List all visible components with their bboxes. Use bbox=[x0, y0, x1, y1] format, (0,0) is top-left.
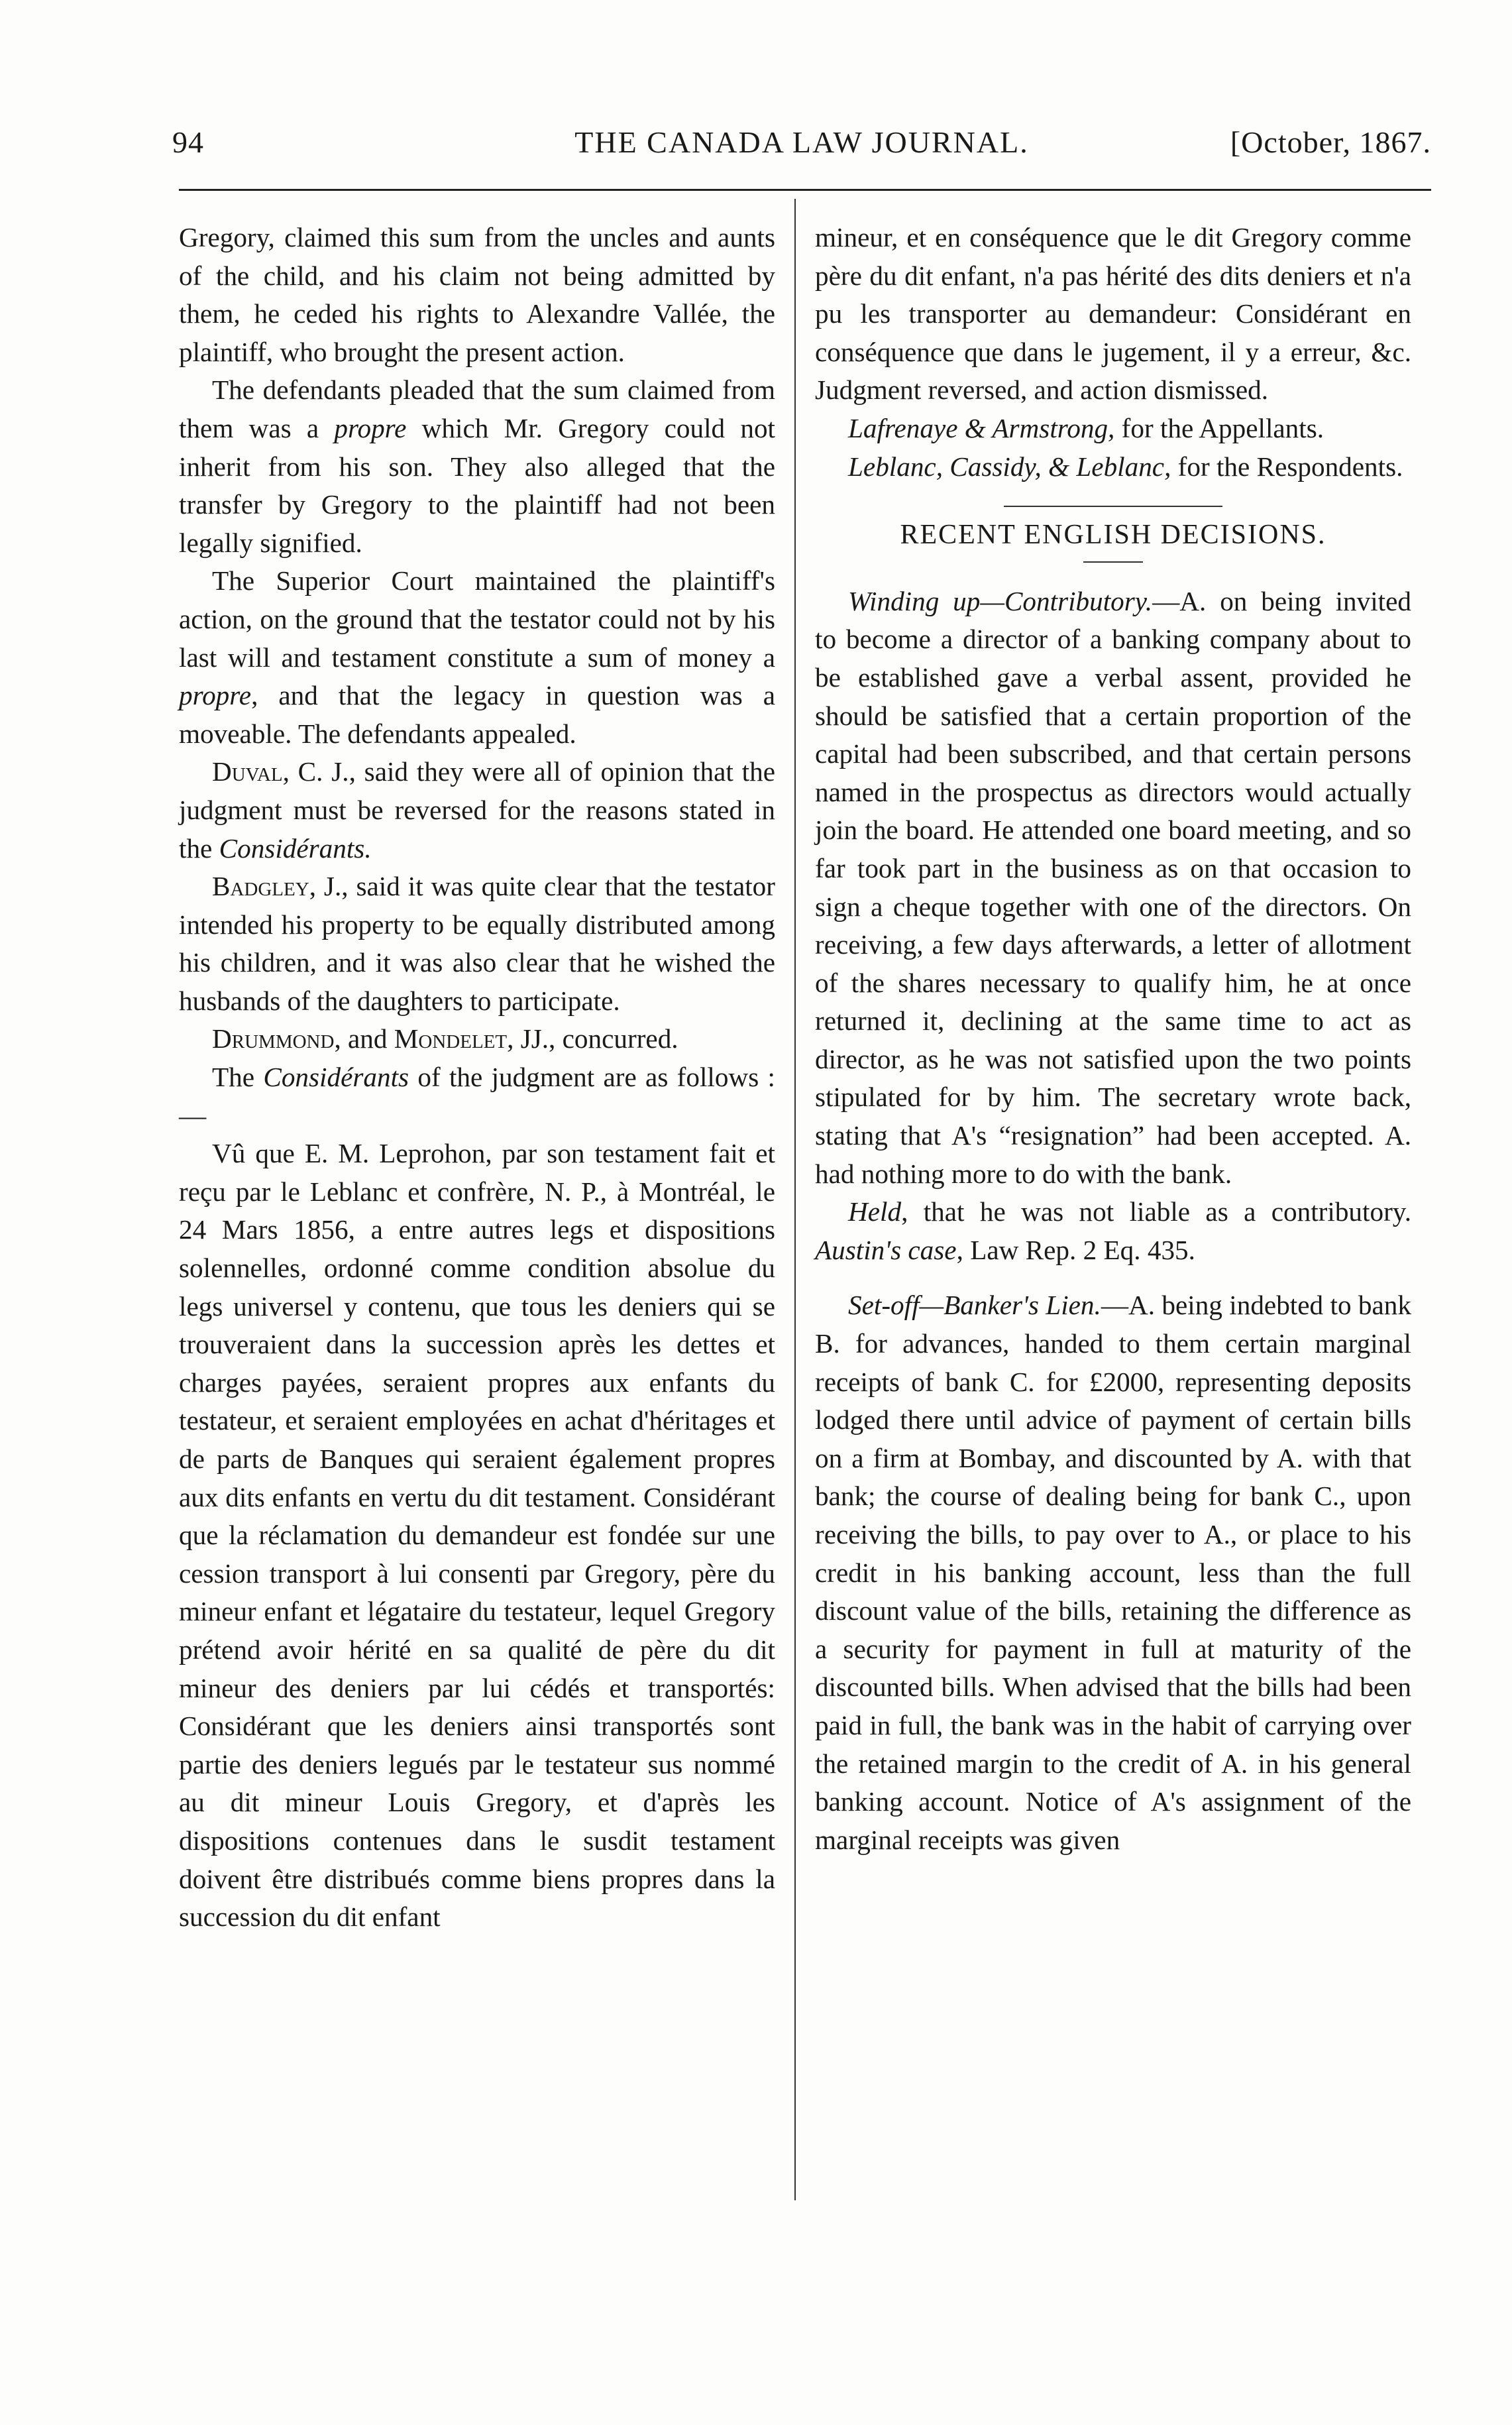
case-heading: Winding up—Contributory. bbox=[848, 585, 1153, 616]
judge-name: Duval bbox=[212, 756, 283, 787]
paragraph bbox=[179, 562, 775, 753]
text-run: The bbox=[212, 1062, 264, 1093]
page-number: 94 bbox=[172, 125, 204, 159]
paragraph bbox=[815, 219, 1411, 410]
text-run: which Mr. Gregory could not inherit from his son. They also alleged that the transfer by Gregory to the plaintiff had not been legally signified. bbox=[179, 412, 775, 558]
paragraph bbox=[815, 410, 1411, 448]
text-run: , Law Rep. 2 Eq. 435. bbox=[956, 1234, 1195, 1265]
paragraph bbox=[179, 1058, 775, 1135]
paragraph bbox=[179, 1135, 775, 1936]
page-header bbox=[172, 111, 1431, 164]
issue-date: [October, 1867. bbox=[1230, 125, 1431, 159]
text-run: —A. on being invited to become a director of a banking company about to be established gave a verbal assent, provided he should be satisfied that a certain proportion of the capital had been subscribed, and that certain persons named in the prospectus as directors would actually join the board. He attended one board meeting, and so far took part in the business as on that occasion to sign a cheque together with one of the directors. On receiving, a few days afterwards, a letter of allotment of the shares necessary to qualify him, he at once returned it, declining at the same time to act as director, as he was not satisfied upon the two points stipulated for by him. The secretary wrote back, stating that A's “resignation” had been accepted. A. had nothing more to do with the bank. bbox=[815, 585, 1411, 1189]
counsel-names: Lafrenaye & Armstrong, bbox=[848, 412, 1115, 443]
case-citation: Austin's case bbox=[815, 1234, 957, 1265]
judge-name: Drummond bbox=[212, 1023, 335, 1054]
text-run: for the Respondents. bbox=[1171, 451, 1403, 482]
text-run: The Superior Court maintained the plaintiff's action, on the ground that the testator could not by his last will and testament constitute a sum of money a bbox=[179, 565, 775, 673]
section-rule bbox=[1083, 561, 1143, 563]
right-column bbox=[815, 219, 1411, 1859]
paragraph bbox=[815, 1286, 1411, 1859]
paragraph bbox=[179, 219, 775, 371]
journal-title: THE CANADA LAW JOURNAL. bbox=[574, 125, 1029, 159]
text-run: , C. J., said they were all of opinion that the judgment must be reversed for the reasons stated in the bbox=[179, 756, 775, 864]
text-run: —A. being indebted to bank B. for advances, handed to them certain marginal receipts of bank C. for £2000, representing deposits lodged there until advice of payment of certain bills on a firm at Bombay, and discounted by A. with that bank; the course of dealing being for bank C., upon receiving the bills, to pay over to A., or place to his credit in his banking account, less than the full discount value of the bills, retaining the difference as a security for payment in full at maturity of the discounted bills. When advised that the bills had been paid in full, the bank was in the habit of carrying over the retained margin to the credit of A. in his general banking account. Notice of A's assignment of the marginal receipts was given bbox=[815, 1290, 1411, 1855]
text-run: , and that the legacy in question was a moveable. The defendants appealed. bbox=[179, 680, 775, 749]
section-heading: RECENT ENGLISH DECISIONS. bbox=[900, 520, 1326, 551]
header-rule bbox=[179, 189, 1431, 191]
italic-term: Considérants bbox=[263, 1062, 409, 1093]
paragraph-text: Gregory, claimed this sum from the uncles and aunts of the child, and his claim not being admitted by them, he ceded his rights to Alexandre Vallée, the plaintiff, who brought the present action. bbox=[179, 222, 775, 367]
paragraph bbox=[179, 1020, 775, 1058]
column-divider bbox=[794, 199, 796, 2200]
text-run: , JJ., concurred. bbox=[507, 1023, 678, 1054]
paragraph bbox=[179, 371, 775, 562]
judge-name: Badgley bbox=[212, 871, 309, 902]
text-run: The defendants pleaded that the sum claimed from them was a bbox=[179, 374, 775, 443]
section-rule bbox=[1004, 506, 1222, 507]
paragraph-text: mineur, et en conséquence que le dit Gregory comme père du dit enfant, n'a pas hérité des dits deniers et n'a pu les transporter au demandeur: Considérant en conséquence que dans le jugement, il y a erreur, &c. Judgment reversed, and action dismissed. bbox=[815, 222, 1411, 406]
paragraph-gap bbox=[815, 1269, 1411, 1286]
text-run: , J., said it was quite clear that the testator intended his property to be equally distributed among his children, and it was also clear that he wished the husbands of the daughters to participate. bbox=[179, 871, 775, 1016]
paragraph bbox=[815, 1193, 1411, 1269]
paragraph-text: Vû que E. M. Leprohon, par son testament fait et reçu par le Leblanc et confrère, N. P., à Montréal, le 24 Mars 1856, a entre autres legs et dispositions solennelles, ordonné comme condition absolue du legs universel y contenu, que tous les deniers qui se trouveraient dans la succession après les dettes et charges payées, seraient propres aux enfants du testateur, et seraient employées en achat d'héritages et de parts de Banques qui seraient également propres aux dits enfants en vertu du dit testament. Considérant que la réclamation du demandeur est fondée sur une cession transport à lui consenti par Gregory, père du mineur enfant et légataire du testateur, lequel Gregory prétend avoir hérité en sa qualité de père du dit mineur des deniers par lui cédés et transportés: Considérant que les deniers ainsi transportés sont partie des deniers legués par le testateur sus nommé au dit mineur Louis Gregory, et d'après les dispositions contenues dans le susdit testament doivent être distribués comme biens propres dans la succession du dit enfant bbox=[179, 1138, 775, 1933]
paragraph bbox=[815, 448, 1411, 486]
case-heading: Set-off—Banker's Lien. bbox=[848, 1290, 1101, 1321]
paragraph bbox=[179, 753, 775, 868]
paragraph bbox=[815, 583, 1411, 1194]
judge-name: Mondelet bbox=[394, 1023, 508, 1054]
italic-term: propre bbox=[179, 680, 252, 711]
counsel-names: Leblanc, Cassidy, & Leblanc, bbox=[848, 451, 1171, 482]
left-column bbox=[179, 219, 775, 1937]
text-run: of the judgment are as follows :— bbox=[179, 1062, 775, 1131]
italic-term: Considérants. bbox=[219, 832, 372, 864]
text-run: for the Appellants. bbox=[1114, 412, 1324, 443]
text-run: , that he was not liable as a contributory. bbox=[901, 1196, 1411, 1227]
italic-term: Held bbox=[848, 1196, 902, 1227]
italic-term: propre bbox=[334, 412, 407, 443]
text-run: , and bbox=[334, 1023, 394, 1054]
paragraph bbox=[179, 868, 775, 1020]
